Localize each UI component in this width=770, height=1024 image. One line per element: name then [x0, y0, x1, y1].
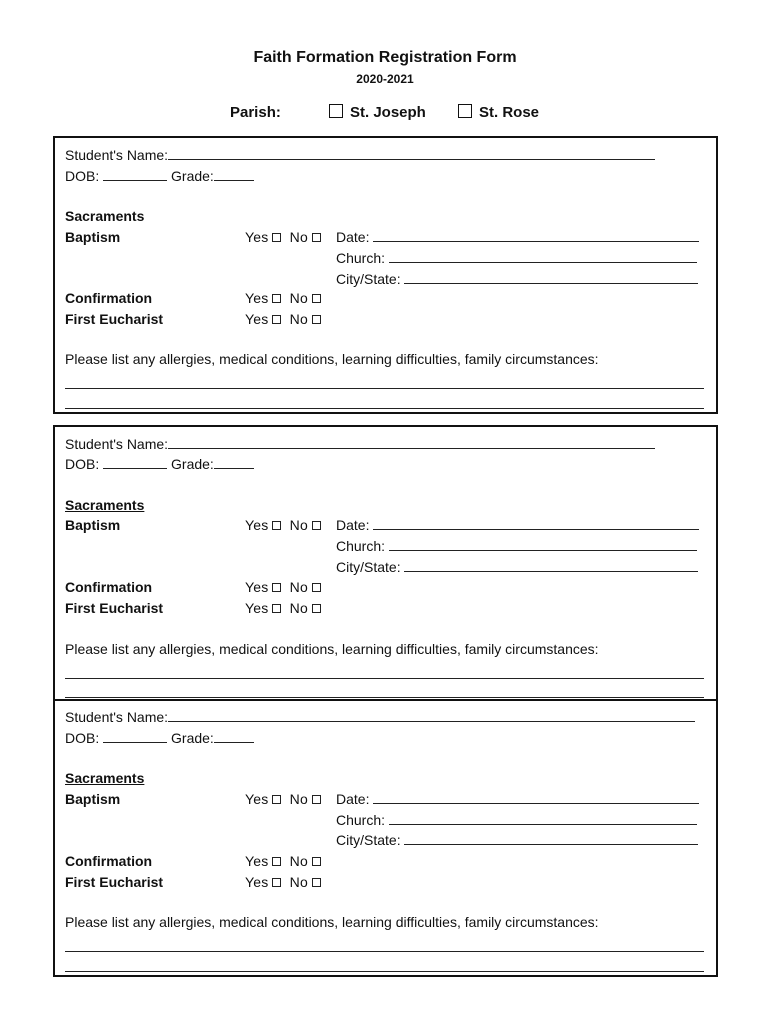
confirmation-label: Confirmation	[65, 853, 153, 869]
student-section-2	[53, 425, 718, 701]
city-state-label: City/State:	[336, 559, 401, 575]
church-label: Church:	[336, 250, 386, 266]
yes-checkbox-icon[interactable]	[272, 857, 281, 866]
confirmation-yes-no	[245, 290, 321, 306]
yes-label: Yes	[245, 600, 269, 616]
parish-option-label: St. Rose	[479, 104, 540, 121]
student-name-label: Student's Name:	[65, 436, 169, 452]
allergies-line-2[interactable]	[65, 697, 704, 698]
yes-label: Yes	[245, 579, 269, 595]
baptism-yes-no	[245, 517, 321, 533]
grade-label: Grade:	[171, 168, 214, 184]
first-eucharist-label: First Eucharist	[65, 311, 164, 327]
baptism-date-row	[336, 229, 699, 245]
allergies-line-1[interactable]	[65, 678, 704, 679]
date-label: Date:	[336, 229, 370, 245]
baptism-label: Baptism	[65, 517, 121, 533]
student-name-field[interactable]	[168, 710, 695, 722]
allergies-prompt: Please list any allergies, medical conditions, learning difficulties, family circumstances:	[65, 914, 599, 930]
yes-label: Yes	[245, 290, 269, 306]
baptism-church-row	[336, 250, 697, 266]
no-label: No	[289, 853, 308, 869]
baptism-city-row	[336, 832, 698, 848]
city-state-label: City/State:	[336, 271, 401, 287]
church-label: Church:	[336, 538, 386, 554]
student-section-1	[53, 136, 718, 414]
no-checkbox-icon[interactable]	[312, 795, 321, 804]
allergies-line-1[interactable]	[65, 951, 704, 952]
confirmation-yes-no	[245, 853, 321, 869]
baptism-yes-no	[245, 229, 321, 245]
allergies-line-2[interactable]	[65, 971, 704, 972]
dob-grade-row	[65, 456, 254, 472]
baptism-yes-no	[245, 791, 321, 807]
date-label: Date:	[336, 791, 370, 807]
no-checkbox-icon[interactable]	[312, 583, 321, 592]
sacraments-heading: Sacraments	[65, 770, 145, 786]
no-checkbox-icon[interactable]	[312, 315, 321, 324]
yes-checkbox-icon[interactable]	[272, 233, 281, 242]
baptism-label: Baptism	[65, 229, 121, 245]
student-name-label: Student's Name:	[65, 709, 169, 725]
baptism-city-field[interactable]	[404, 560, 698, 572]
yes-label: Yes	[245, 874, 269, 890]
grade-field[interactable]	[214, 169, 254, 181]
parish-option-st-joseph[interactable]	[329, 104, 426, 121]
student-name-field[interactable]	[168, 148, 655, 160]
student-name-row	[65, 709, 695, 725]
dob-field[interactable]	[103, 169, 167, 181]
yes-label: Yes	[245, 517, 269, 533]
baptism-city-row	[336, 271, 698, 287]
baptism-date-row	[336, 791, 699, 807]
first-eucharist-label: First Eucharist	[65, 874, 164, 890]
baptism-label: Baptism	[65, 791, 121, 807]
checkbox-icon[interactable]	[329, 104, 343, 118]
allergies-prompt: Please list any allergies, medical conditions, learning difficulties, family circumstances:	[65, 351, 599, 367]
no-checkbox-icon[interactable]	[312, 857, 321, 866]
grade-label: Grade:	[171, 730, 214, 746]
baptism-church-row	[336, 812, 697, 828]
no-checkbox-icon[interactable]	[312, 294, 321, 303]
yes-label: Yes	[245, 311, 269, 327]
parish-label: Parish:	[230, 104, 281, 121]
baptism-church-field[interactable]	[389, 539, 697, 551]
sacraments-heading: Sacraments	[65, 208, 145, 224]
allergies-prompt: Please list any allergies, medical conditions, learning difficulties, family circumstances:	[65, 641, 599, 657]
dob-field[interactable]	[103, 457, 167, 469]
baptism-church-row	[336, 538, 697, 554]
checkbox-icon[interactable]	[458, 104, 472, 118]
no-checkbox-icon[interactable]	[312, 521, 321, 530]
date-label: Date:	[336, 517, 370, 533]
no-label: No	[289, 874, 308, 890]
student-name-label: Student's Name:	[65, 147, 169, 163]
baptism-city-field[interactable]	[404, 833, 698, 845]
baptism-date-field[interactable]	[373, 230, 699, 242]
no-label: No	[289, 229, 308, 245]
grade-field[interactable]	[214, 457, 254, 469]
grade-field[interactable]	[214, 731, 254, 743]
parish-option-st-rose[interactable]	[458, 104, 539, 121]
no-label: No	[289, 791, 308, 807]
yes-checkbox-icon[interactable]	[272, 583, 281, 592]
first-eucharist-label: First Eucharist	[65, 600, 164, 616]
yes-label: Yes	[245, 229, 269, 245]
school-year: 2020-2021	[356, 72, 414, 86]
baptism-city-field[interactable]	[404, 272, 698, 284]
no-checkbox-icon[interactable]	[312, 233, 321, 242]
yes-checkbox-icon[interactable]	[272, 604, 281, 613]
dob-label: DOB:	[65, 456, 100, 472]
first-eucharist-yes-no	[245, 874, 321, 890]
no-label: No	[289, 517, 308, 533]
first-eucharist-yes-no	[245, 600, 321, 616]
student-section-3	[53, 699, 718, 977]
confirmation-yes-no	[245, 579, 321, 595]
student-name-field[interactable]	[168, 437, 655, 449]
baptism-date-field[interactable]	[373, 792, 699, 804]
baptism-city-row	[336, 559, 698, 575]
baptism-church-field[interactable]	[389, 251, 697, 263]
no-label: No	[289, 311, 308, 327]
yes-checkbox-icon[interactable]	[272, 795, 281, 804]
no-label: No	[289, 600, 308, 616]
confirmation-label: Confirmation	[65, 579, 153, 595]
dob-field[interactable]	[103, 731, 167, 743]
baptism-date-field[interactable]	[373, 518, 699, 530]
no-checkbox-icon[interactable]	[312, 604, 321, 613]
parish-option-label: St. Joseph	[350, 104, 426, 121]
form-title: Faith Formation Registration Form	[253, 49, 517, 66]
baptism-church-field[interactable]	[389, 813, 697, 825]
allergies-line-2[interactable]	[65, 408, 704, 409]
first-eucharist-yes-no	[245, 311, 321, 327]
yes-checkbox-icon[interactable]	[272, 294, 281, 303]
baptism-date-row	[336, 517, 699, 533]
church-label: Church:	[336, 812, 386, 828]
dob-label: DOB:	[65, 730, 100, 746]
no-checkbox-icon[interactable]	[312, 878, 321, 887]
yes-checkbox-icon[interactable]	[272, 521, 281, 530]
student-name-row	[65, 436, 655, 452]
yes-label: Yes	[245, 791, 269, 807]
dob-grade-row	[65, 730, 254, 746]
no-label: No	[289, 579, 308, 595]
dob-label: DOB:	[65, 168, 100, 184]
student-name-row	[65, 147, 655, 163]
grade-label: Grade:	[171, 456, 214, 472]
no-label: No	[289, 290, 308, 306]
allergies-line-1[interactable]	[65, 388, 704, 389]
yes-label: Yes	[245, 853, 269, 869]
confirmation-label: Confirmation	[65, 290, 153, 306]
dob-grade-row	[65, 168, 254, 184]
city-state-label: City/State:	[336, 832, 401, 848]
yes-checkbox-icon[interactable]	[272, 878, 281, 887]
yes-checkbox-icon[interactable]	[272, 315, 281, 324]
sacraments-heading: Sacraments	[65, 497, 145, 513]
